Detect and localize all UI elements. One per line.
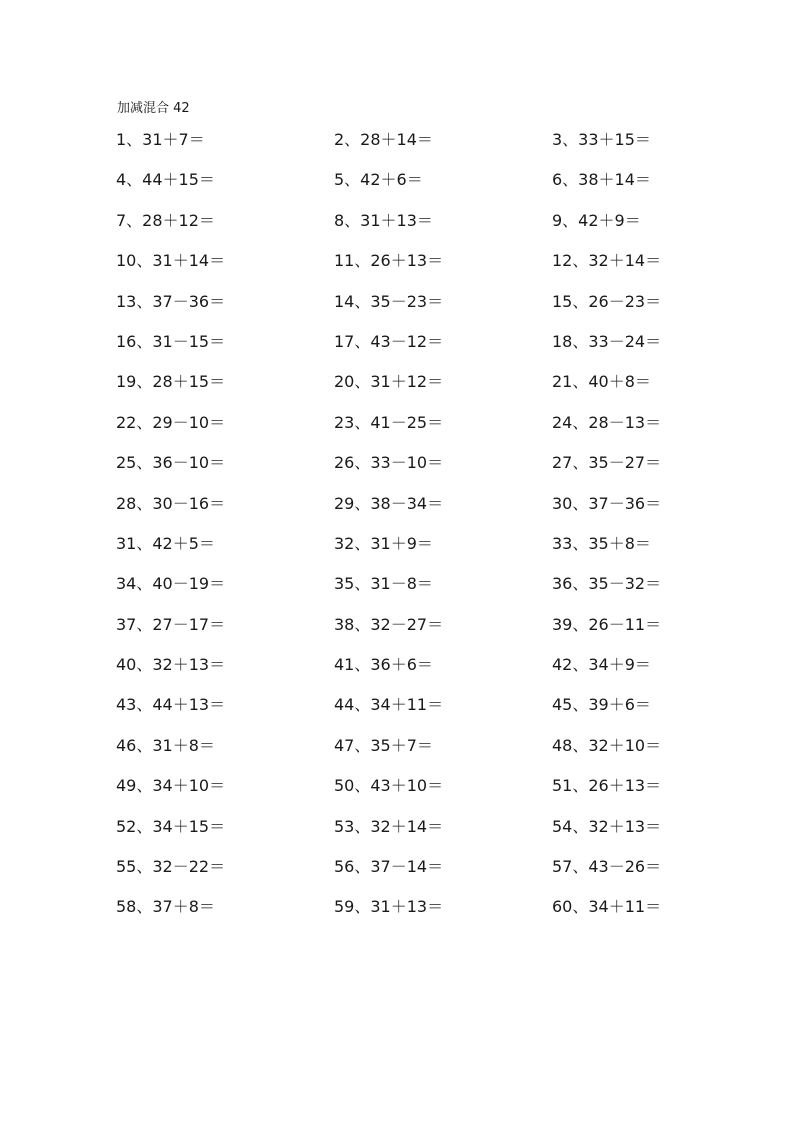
problem-item: 7、28＋12＝ xyxy=(116,210,215,230)
problem-item: 55、32－22＝ xyxy=(116,857,226,877)
problem-item: 33、35＋8＝ xyxy=(552,533,651,553)
problem-item: 56、37－14＝ xyxy=(334,857,444,877)
problem-item: 42、34＋9＝ xyxy=(552,655,651,675)
problem-item: 16、31－15＝ xyxy=(116,331,226,351)
problem-item: 57、43－26＝ xyxy=(552,857,662,877)
problem-item: 9、42＋9＝ xyxy=(552,210,641,230)
problem-item: 13、37－36＝ xyxy=(116,291,226,311)
problem-item: 39、26－11＝ xyxy=(552,614,662,634)
problem-item: 52、34＋15＝ xyxy=(116,816,226,836)
problem-item: 11、26＋13＝ xyxy=(334,251,444,271)
problem-item: 45、39＋6＝ xyxy=(552,695,651,715)
problem-item: 38、32－27＝ xyxy=(334,614,444,634)
problem-item: 30、37－36＝ xyxy=(552,493,662,513)
problem-item: 60、34＋11＝ xyxy=(552,897,662,917)
problem-item: 32、31＋9＝ xyxy=(334,533,433,553)
problem-item: 8、31＋13＝ xyxy=(334,210,433,230)
problem-item: 24、28－13＝ xyxy=(552,412,662,432)
problem-item: 40、32＋13＝ xyxy=(116,655,226,675)
problem-item: 54、32＋13＝ xyxy=(552,816,662,836)
problem-item: 21、40＋8＝ xyxy=(552,372,651,392)
problem-grid xyxy=(116,128,776,936)
problem-item: 27、35－27＝ xyxy=(552,453,662,473)
problem-item: 48、32＋10＝ xyxy=(552,735,662,755)
problem-item: 12、32＋14＝ xyxy=(552,251,662,271)
problem-item: 17、43－12＝ xyxy=(334,331,444,351)
problem-item: 6、38＋14＝ xyxy=(552,170,651,190)
problem-item: 14、35－23＝ xyxy=(334,291,444,311)
problem-item: 31、42＋5＝ xyxy=(116,533,215,553)
problem-item: 25、36－10＝ xyxy=(116,453,226,473)
problem-item: 15、26－23＝ xyxy=(552,291,662,311)
problem-item: 4、44＋15＝ xyxy=(116,170,215,190)
problem-item: 20、31＋12＝ xyxy=(334,372,444,392)
problem-item: 35、31－8＝ xyxy=(334,574,433,594)
problem-item: 44、34＋11＝ xyxy=(334,695,444,715)
problem-item: 43、44＋13＝ xyxy=(116,695,226,715)
page-title: 加减混合 42 xyxy=(117,101,190,116)
problem-item: 47、35＋7＝ xyxy=(334,735,433,755)
problem-item: 3、33＋15＝ xyxy=(552,130,651,149)
problem-item: 50、43＋10＝ xyxy=(334,776,444,796)
problem-item: 2、28＋14＝ xyxy=(334,130,433,149)
problem-item: 1、31＋7＝ xyxy=(116,130,205,149)
problem-item: 10、31＋14＝ xyxy=(116,251,226,271)
problem-item: 23、41－25＝ xyxy=(334,412,444,432)
problem-item: 26、33－10＝ xyxy=(334,453,444,473)
problem-item: 34、40－19＝ xyxy=(116,574,226,594)
problem-item: 28、30－16＝ xyxy=(116,493,226,513)
problem-item: 46、31＋8＝ xyxy=(116,735,215,755)
problem-item: 19、28＋15＝ xyxy=(116,372,226,392)
problem-item: 37、27－17＝ xyxy=(116,614,226,634)
problem-item: 5、42＋6＝ xyxy=(334,170,423,190)
problem-item: 58、37＋8＝ xyxy=(116,897,215,917)
problem-item: 51、26＋13＝ xyxy=(552,776,662,796)
problem-item: 18、33－24＝ xyxy=(552,331,662,351)
problem-item: 36、35－32＝ xyxy=(552,574,662,594)
problem-item: 59、31＋13＝ xyxy=(334,897,444,917)
problem-item: 49、34＋10＝ xyxy=(116,776,226,796)
problem-item: 29、38－34＝ xyxy=(334,493,444,513)
problem-item: 22、29－10＝ xyxy=(116,412,226,432)
problem-item: 41、36＋6＝ xyxy=(334,655,433,675)
problem-item: 53、32＋14＝ xyxy=(334,816,444,836)
